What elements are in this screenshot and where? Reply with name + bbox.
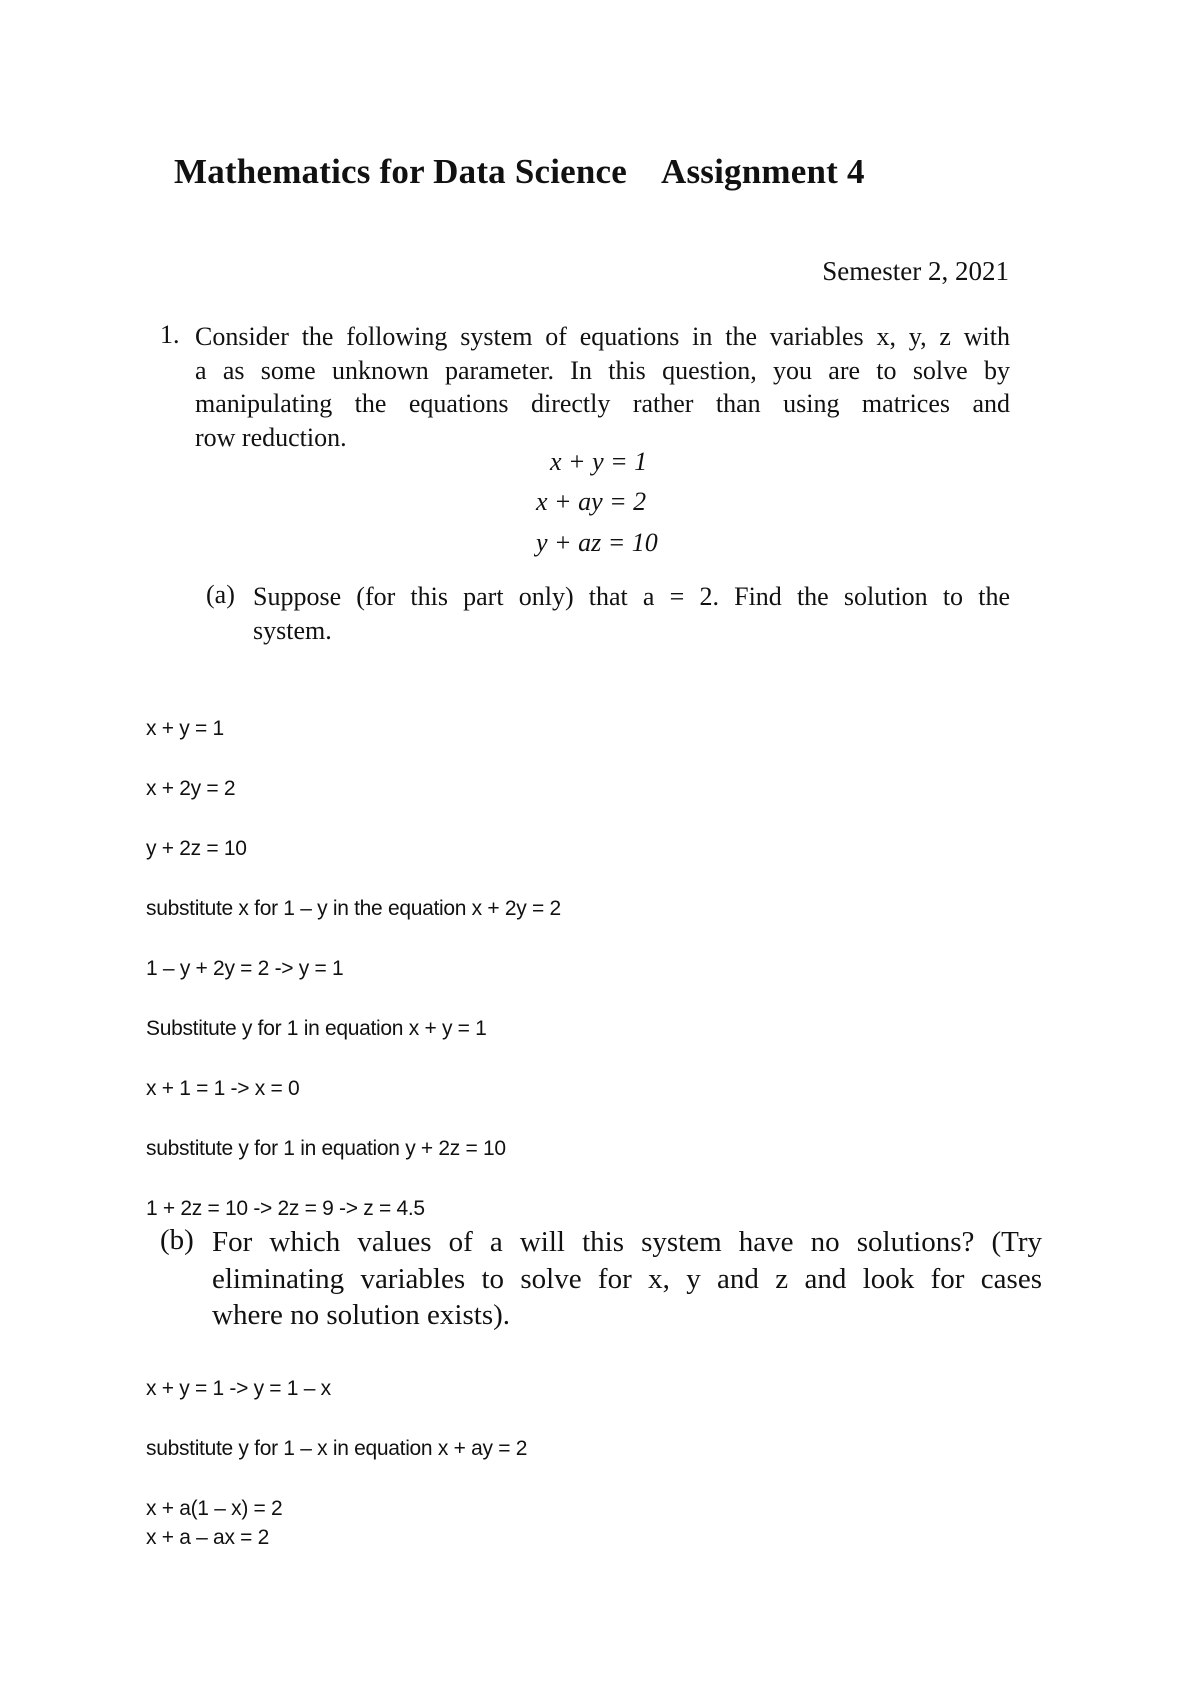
work-line: x + y = 1 [146,717,224,740]
assignment-title: Assignment 4 [661,152,865,191]
equation-3: y + az = 10 [536,528,658,557]
question-line: a as some unknown parameter. In this question, you are to solve by [195,355,1010,385]
work-line: x + y = 1 -> y = 1 – x [146,1377,331,1400]
question-text [195,320,1010,454]
part-b-label: (b) [160,1224,194,1256]
work-line: x + 2y = 2 [146,777,236,800]
work-line: x + a – ax = 2 [146,1526,270,1549]
work-line: y + 2z = 10 [146,837,247,860]
question-line: manipulating the equations directly rather than using matrices and [195,389,1010,418]
question-line: Consider the following system of equations in the variables x, y, z with [195,322,1010,351]
part-a-label: (a) [206,580,235,609]
work-line: 1 + 2z = 10 -> 2z = 9 -> z = 4.5 [146,1197,425,1220]
part-b-line: eliminating variables to solve for x, y and z and look for cases [212,1262,1042,1295]
work-line: x + a(1 – x) = 2 [146,1497,283,1520]
part-a-line: system. [253,615,332,645]
part-a-text [253,580,1010,647]
question-line: row reduction. [195,422,347,452]
part-b-text [212,1224,1042,1334]
part-b-line: where no solution exists). [212,1299,511,1331]
semester-label: Semester 2, 2021 [822,256,1009,286]
work-line: Substitute y for 1 in equation x + y = 1 [146,1017,487,1040]
work-line: x + 1 = 1 -> x = 0 [146,1077,300,1100]
equation-1: x + y = 1 [550,447,648,476]
course-title: Mathematics for Data Science [174,152,628,191]
equation-2: x + ay = 2 [536,487,647,516]
work-line: substitute y for 1 – x in equation x + ay = 2 [146,1437,528,1460]
part-a-line: Suppose (for this part only) that a = 2. Find the solution to the [253,582,1010,611]
work-line: 1 – y + 2y = 2 -> y = 1 [146,957,344,980]
part-b-line: For which values of a will this system have no solutions? (Try [212,1226,1042,1258]
document-title [174,152,865,192]
question-number: 1. [160,320,180,349]
work-line: substitute x for 1 – y in the equation x + 2y = 2 [146,897,561,920]
work-line: substitute y for 1 in equation y + 2z = 10 [146,1137,506,1160]
